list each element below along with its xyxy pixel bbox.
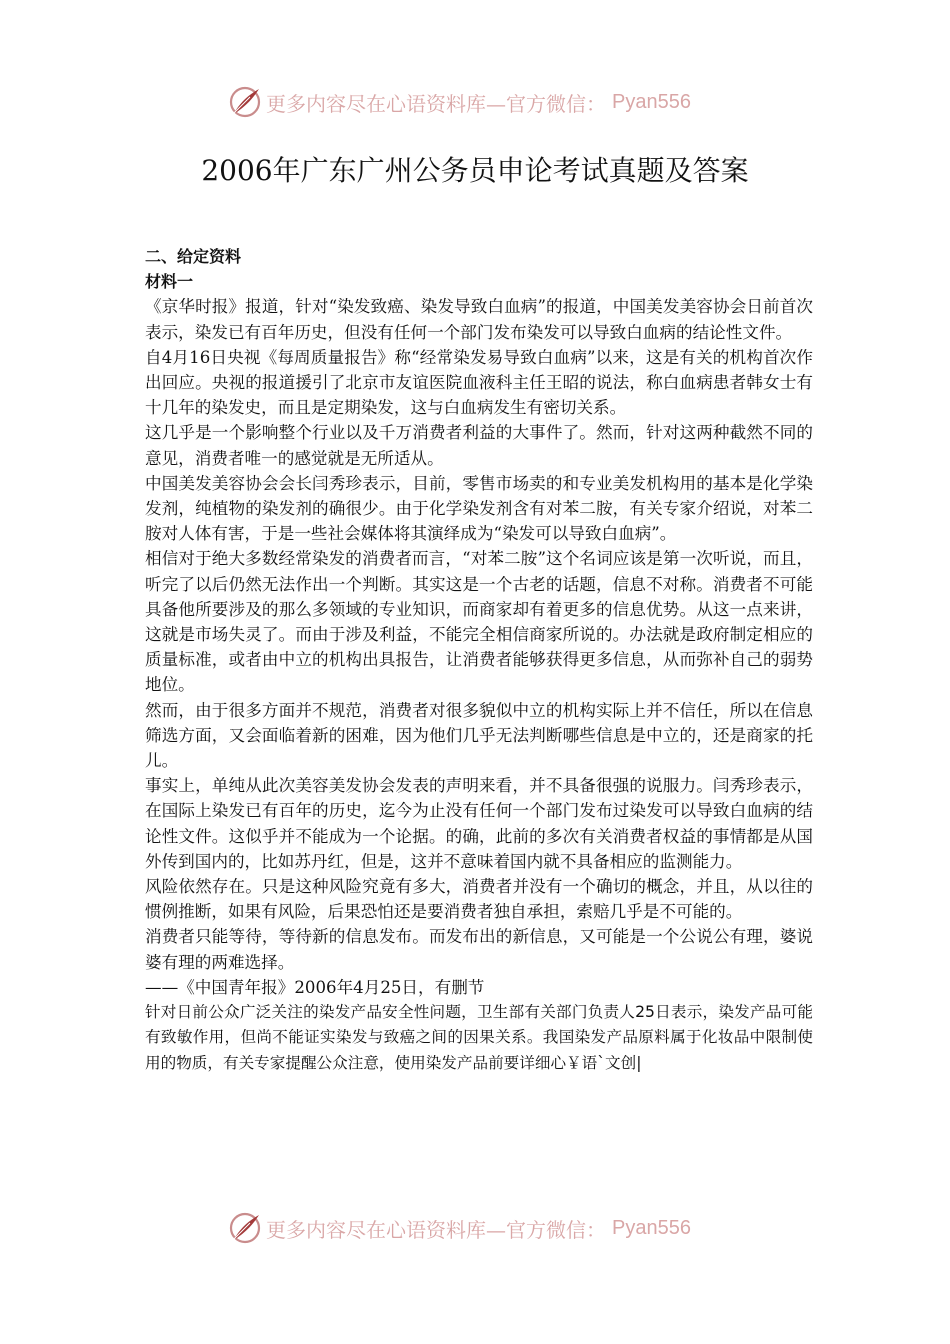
wechat-id: Pyan556 bbox=[612, 1216, 691, 1239]
section-heading: 二、给定资料 bbox=[145, 247, 242, 266]
material-heading: 材料一 bbox=[145, 272, 194, 292]
watermark-text: 更多内容尽在心语资料库—官方微信： bbox=[266, 91, 606, 116]
paragraph: 事实上，单纯从此次美容美发协会发表的声明来看，并不具备很强的说服力。闫秀珍表示，在国际上染发已有百年的历史，迄今为止没有任何一个部门发布过染发可以导致白血病的结论性文件。这似乎并不能成为一个论据。的确，此前的多次有关消费者权益的事情都是从国外传到国内的，比如苏丹红，但是，这并不意味着国内就不具备相应的监测能力。 bbox=[145, 776, 813, 871]
paragraph: 中国美发美容协会会长闫秀珍表示，目前，零售市场卖的和专业美发机构用的基本是化学染发剂，纯植物的染发剂的确很少。由于化学染发剂含有对苯二胺，有关专家介绍说，对苯二胺对人体有害，于是一些社会媒体将其演绎成为“染发可以导致白血病”。 bbox=[145, 473, 813, 544]
paragraph: 《京华时报》报道，针对“染发致癌、染发导致白血病”的报道，中国美发美容协会日前首次表示，染发已有百年历史，但没有任何一个部门发布染发可以导致白血病的结论性文件。 bbox=[145, 297, 813, 342]
feather-quill-logo-icon bbox=[228, 1211, 262, 1245]
watermark-text: 更多内容尽在心语资料库—官方微信： bbox=[266, 1217, 606, 1242]
wechat-id: Pyan556 bbox=[612, 90, 691, 113]
paragraph: 这几乎是一个影响整个行业以及千万消费者利益的大事件了。然而，针对这两种截然不同的意见，消费者唯一的感觉就是无所适从。 bbox=[145, 423, 813, 468]
watermark-banner-top bbox=[228, 82, 691, 122]
paragraph: 相信对于绝大多数经常染发的消费者而言，“对苯二胺”这个名词应该是第一次听说，而且，听完了以后仍然无法作出一个判断。其实这是一个古老的话题，信息不对称。消费者不可能具备他所要涉及的那么多领域的专业知识，而商家却有着更多的信息优势。从这一点来讲，这就是市场失灵了。而由于涉及利益，不能完全相信商家所说的。办法就是政府制定相应的质量标准，或者由中立的机构出具报告，让消费者能够获得更多信息，从而弥补自己的弱势地位。 bbox=[145, 549, 813, 695]
source-citation: ——《中国青年报》2006年4月25日，有删节 bbox=[145, 977, 485, 997]
paragraph: 自4月16日央视《每周质量报告》称“经常染发易导致白血病”以来，这是有关的机构首次作出回应。央视的报道援引了北京市友谊医院血液科主任王昭的说法，称白血病患者韩女士有十几年的染发史，而且是定期染发，这与白血病发生有密切关系。 bbox=[145, 347, 813, 418]
watermark-banner-bottom bbox=[228, 1208, 691, 1248]
page-title: 2006年广东广州公务员申论考试真题及答案 bbox=[201, 154, 749, 187]
paragraph: 风险依然存在。只是这种风险究竟有多大，消费者并没有一个确切的概念，并且，从以往的惯例推断，如果有风险，后果恐怕还是要消费者独自承担，索赔几乎是不可能的。 bbox=[145, 877, 813, 922]
document-body bbox=[145, 244, 813, 1076]
paragraph-continued: 针对日前公众广泛关注的染发产品安全性问题，卫生部有关部门负责人25日表示，染发产品可能有致敏作用，但尚不能证实染发与致癌之间的因果关系。我国染发产品原料属于化妆品中限制使用的物质，有关专家提醒公众注意，使用染发产品前要详细心￥语`文创| bbox=[145, 1003, 813, 1072]
paragraph: 消费者只能等待，等待新的信息发布。而发布出的新信息，又可能是一个公说公有理，婆说婆有理的两难选择。 bbox=[145, 927, 813, 972]
paragraph: 然而，由于很多方面并不规范，消费者对很多貌似中立的机构实际上并不信任，所以在信息筛选方面，又会面临着新的困难，因为他们几乎无法判断哪些信息是中立的，还是商家的托儿。 bbox=[145, 700, 813, 771]
feather-quill-logo-icon bbox=[228, 85, 262, 119]
